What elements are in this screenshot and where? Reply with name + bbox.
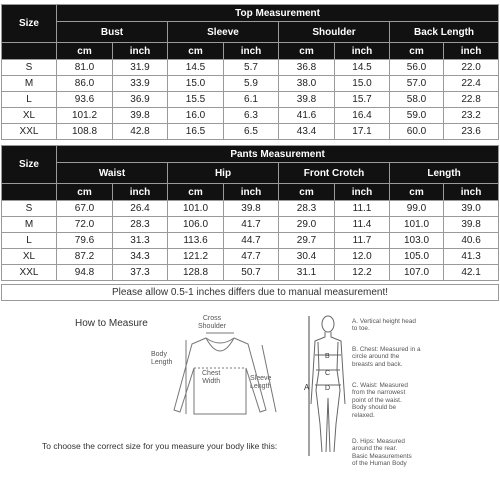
cross-shoulder-label xyxy=(198,315,226,331)
value-cell: 47.7 xyxy=(224,249,279,265)
table-row xyxy=(2,265,499,281)
explanation-line: C. Waist: Measured xyxy=(352,382,408,389)
value-cell: 108.8 xyxy=(57,124,113,140)
unit-cm: cm xyxy=(390,184,444,201)
value-cell: 58.0 xyxy=(390,92,444,108)
body-length-line1: Body xyxy=(151,351,167,358)
value-cell: 6.5 xyxy=(224,124,279,140)
value-cell: 79.6 xyxy=(57,233,113,249)
table-row xyxy=(2,60,499,76)
value-cell: 101.0 xyxy=(168,201,224,217)
value-cell: 31.9 xyxy=(113,60,168,76)
value-cell: 101.0 xyxy=(390,217,444,233)
size-cell: S xyxy=(2,60,57,76)
explanation-line: B. Chest: Measured in a xyxy=(352,346,421,353)
marker-d: D xyxy=(325,385,331,392)
unit-inch: inch xyxy=(444,184,499,201)
value-cell: 41.3 xyxy=(444,249,499,265)
unit-inch: inch xyxy=(113,184,168,201)
explanation-line: of the Human Body xyxy=(352,460,407,468)
column-group-sleeve: Sleeve xyxy=(168,22,279,43)
column-group-waist: Waist xyxy=(57,163,168,184)
value-cell: 57.0 xyxy=(390,76,444,92)
value-cell: 56.0 xyxy=(390,60,444,76)
table-row xyxy=(2,76,499,92)
value-cell: 38.0 xyxy=(279,76,335,92)
table-row xyxy=(2,108,499,124)
unit-inch: inch xyxy=(113,43,168,60)
value-cell: 42.8 xyxy=(113,124,168,140)
explanation-c xyxy=(352,382,408,419)
value-cell: 12.0 xyxy=(335,249,390,265)
value-cell: 34.3 xyxy=(113,249,168,265)
size-cell: M xyxy=(2,76,57,92)
value-cell: 36.9 xyxy=(113,92,168,108)
body-figure-diagram xyxy=(300,312,360,462)
value-cell: 6.3 xyxy=(224,108,279,124)
value-cell: 72.0 xyxy=(57,217,113,233)
explanation-line: D. Hips: Measured xyxy=(352,438,405,445)
value-cell: 31.1 xyxy=(279,265,335,281)
value-cell: 5.7 xyxy=(224,60,279,76)
explanation-a xyxy=(352,318,416,333)
value-cell: 29.0 xyxy=(279,217,335,233)
value-cell: 11.4 xyxy=(335,217,390,233)
size-cell: XXL xyxy=(2,265,57,281)
column-group-hip: Hip xyxy=(168,163,279,184)
value-cell: 99.0 xyxy=(390,201,444,217)
marker-b: B xyxy=(325,353,330,360)
value-cell: 60.0 xyxy=(390,124,444,140)
shirt-outline xyxy=(174,338,266,414)
value-cell: 15.7 xyxy=(335,92,390,108)
explanation-line: around the rear. xyxy=(352,445,398,453)
value-cell: 6.1 xyxy=(224,92,279,108)
size-cell: S xyxy=(2,201,57,217)
unit-inch: inch xyxy=(335,43,390,60)
explanation-line: Basic Measurements xyxy=(352,452,412,460)
value-cell: 28.3 xyxy=(113,217,168,233)
value-cell: 11.7 xyxy=(335,233,390,249)
value-cell: 101.2 xyxy=(57,108,113,124)
table-title: Pants Measurement xyxy=(57,146,499,163)
table-row xyxy=(2,201,499,217)
explanation-line: point of the waist. xyxy=(352,396,402,404)
value-cell: 128.8 xyxy=(168,265,224,281)
value-cell: 42.1 xyxy=(444,265,499,281)
explanation-line: A. Vertical height head xyxy=(352,318,416,325)
value-cell: 5.9 xyxy=(224,76,279,92)
value-cell: 50.7 xyxy=(224,265,279,281)
value-cell: 93.6 xyxy=(57,92,113,108)
value-cell: 14.5 xyxy=(168,60,224,76)
unit-cm: cm xyxy=(279,43,335,60)
cross-shoulder-line1: Cross xyxy=(202,315,222,322)
value-cell: 23.2 xyxy=(444,108,499,124)
value-cell: 107.0 xyxy=(390,265,444,281)
value-cell: 41.7 xyxy=(224,217,279,233)
value-cell: 29.7 xyxy=(279,233,335,249)
value-cell: 16.0 xyxy=(168,108,224,124)
unit-cm: cm xyxy=(279,184,335,201)
shirt-neckline xyxy=(206,338,234,351)
size-cell: XL xyxy=(2,108,57,124)
value-cell: 59.0 xyxy=(390,108,444,124)
explanation-b xyxy=(352,346,421,368)
value-cell: 31.3 xyxy=(113,233,168,249)
value-cell: 39.8 xyxy=(279,92,335,108)
sleeve-length-line1: Sleeve xyxy=(250,375,272,382)
value-cell: 22.0 xyxy=(444,60,499,76)
column-group-bust: Bust xyxy=(57,22,168,43)
unit-row xyxy=(2,184,499,201)
size-cell: XL xyxy=(2,249,57,265)
marker-c: C xyxy=(325,370,331,377)
value-cell: 11.1 xyxy=(335,201,390,217)
unit-row-spacer xyxy=(2,43,57,60)
shirt-diagram xyxy=(150,330,280,445)
unit-inch: inch xyxy=(335,184,390,201)
value-cell: 33.9 xyxy=(113,76,168,92)
unit-cm: cm xyxy=(57,184,113,201)
table-title: Top Measurement xyxy=(57,5,499,22)
value-cell: 15.5 xyxy=(168,92,224,108)
table-row xyxy=(2,233,499,249)
value-cell: 16.4 xyxy=(335,108,390,124)
value-cell: 39.8 xyxy=(444,217,499,233)
value-cell: 30.4 xyxy=(279,249,335,265)
value-cell: 16.5 xyxy=(168,124,224,140)
explanation-line: breasts and back. xyxy=(352,360,403,368)
value-cell: 26.4 xyxy=(113,201,168,217)
size-cell: L xyxy=(2,92,57,108)
value-cell: 86.0 xyxy=(57,76,113,92)
value-cell: 39.0 xyxy=(444,201,499,217)
value-cell: 36.8 xyxy=(279,60,335,76)
marker-a: A xyxy=(304,383,310,392)
value-cell: 28.3 xyxy=(279,201,335,217)
explanation-d xyxy=(352,438,412,468)
unit-cm: cm xyxy=(390,43,444,60)
value-cell: 113.6 xyxy=(168,233,224,249)
table-row xyxy=(2,124,499,140)
value-cell: 15.0 xyxy=(335,76,390,92)
measurement-note: Please allow 0.5-1 inches differs due to manual measurement! xyxy=(1,284,499,301)
value-cell: 14.5 xyxy=(335,60,390,76)
explanation-line: circle around the xyxy=(352,353,400,361)
size-cell: L xyxy=(2,233,57,249)
column-group-front-crotch: Front Crotch xyxy=(279,163,390,184)
value-cell: 44.7 xyxy=(224,233,279,249)
top-measurement-table xyxy=(1,4,499,140)
body-length-line2: Length xyxy=(151,359,173,366)
size-header: Size xyxy=(2,5,57,43)
choose-size-text: To choose the correct size for you measure your body like this: xyxy=(42,441,278,451)
unit-inch: inch xyxy=(224,184,279,201)
unit-cm: cm xyxy=(57,43,113,60)
unit-inch: inch xyxy=(224,43,279,60)
value-cell: 43.4 xyxy=(279,124,335,140)
value-cell: 23.6 xyxy=(444,124,499,140)
value-cell: 17.1 xyxy=(335,124,390,140)
explanation-line: Body should be xyxy=(352,404,397,412)
value-cell: 12.2 xyxy=(335,265,390,281)
value-cell: 41.6 xyxy=(279,108,335,124)
value-cell: 103.0 xyxy=(390,233,444,249)
chest-width-line2: Width xyxy=(202,378,221,385)
column-group-back-length: Back Length xyxy=(390,22,499,43)
unit-row xyxy=(2,43,499,60)
unit-cm: cm xyxy=(168,184,224,201)
table-row xyxy=(2,92,499,108)
value-cell: 106.0 xyxy=(168,217,224,233)
value-cell: 39.8 xyxy=(113,108,168,124)
column-group-shoulder: Shoulder xyxy=(279,22,390,43)
column-group-length: Length xyxy=(390,163,499,184)
value-cell: 22.4 xyxy=(444,76,499,92)
explanation-line: relaxed. xyxy=(352,411,375,419)
unit-cm: cm xyxy=(168,43,224,60)
value-cell: 67.0 xyxy=(57,201,113,217)
value-cell: 39.8 xyxy=(224,201,279,217)
value-cell: 81.0 xyxy=(57,60,113,76)
unit-inch: inch xyxy=(444,43,499,60)
value-cell: 22.8 xyxy=(444,92,499,108)
table-row xyxy=(2,217,499,233)
value-cell: 15.0 xyxy=(168,76,224,92)
value-cell: 105.0 xyxy=(390,249,444,265)
chest-width-line1: Chest xyxy=(202,370,221,377)
size-cell: M xyxy=(2,217,57,233)
explanation-line: to toe. xyxy=(352,325,370,333)
size-cell: XXL xyxy=(2,124,57,140)
how-to-measure-title: How to Measure xyxy=(75,318,148,329)
table-row xyxy=(2,249,499,265)
size-header: Size xyxy=(2,146,57,184)
value-cell: 121.2 xyxy=(168,249,224,265)
value-cell: 40.6 xyxy=(444,233,499,249)
unit-row-spacer xyxy=(2,184,57,201)
sleeve-length-line2: Length xyxy=(250,383,272,390)
value-cell: 87.2 xyxy=(57,249,113,265)
value-cell: 37.3 xyxy=(113,265,168,281)
explanation-line: from the narrowest xyxy=(352,389,406,397)
figure-head xyxy=(322,316,334,332)
value-cell: 94.8 xyxy=(57,265,113,281)
pants-measurement-table xyxy=(1,145,499,281)
cross-shoulder-line2: Shoulder xyxy=(198,323,227,330)
